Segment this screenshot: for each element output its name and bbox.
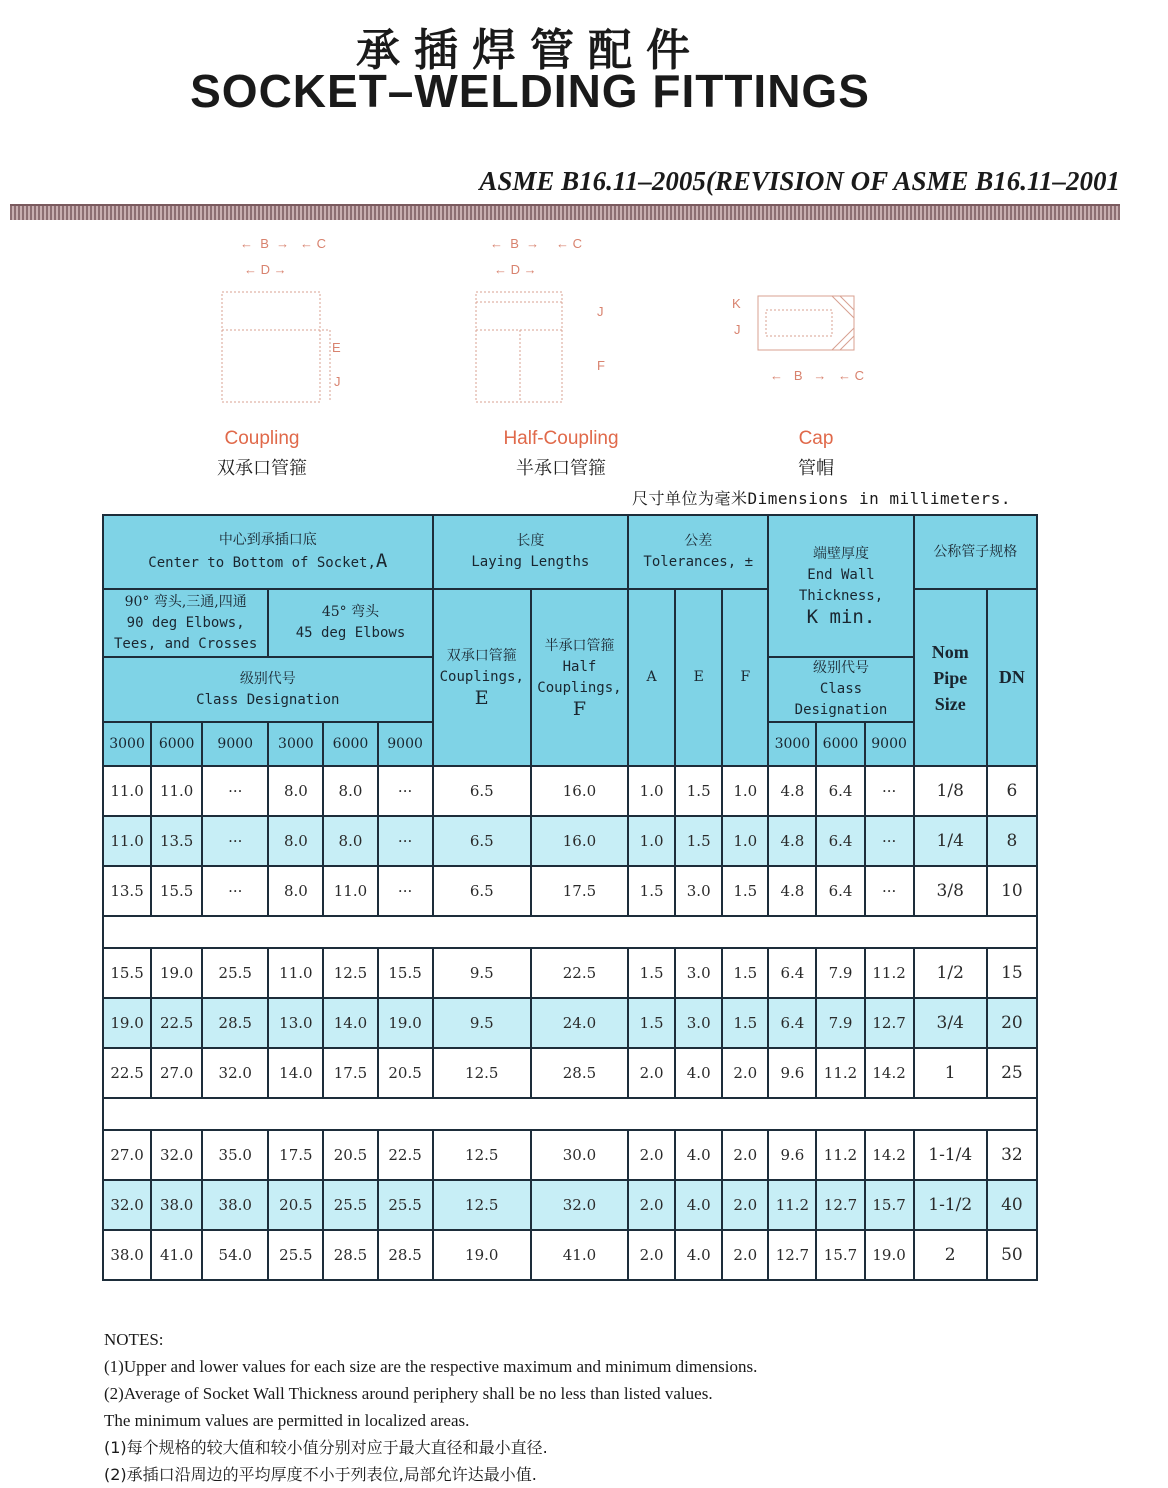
- table-cell: 25.5: [323, 1180, 377, 1230]
- header-nom-pipe-size: Nom Pipe Size: [914, 589, 987, 766]
- class-3000: 3000: [103, 722, 151, 766]
- spacer-cell: [103, 916, 1037, 948]
- coupling-dim-d: ← D →: [244, 262, 287, 277]
- table-cell: 3.0: [675, 948, 722, 998]
- coupling-dim-b: ← B →: [240, 236, 290, 251]
- table-cell: 1.5: [628, 866, 675, 916]
- half-coupling-label-cn: 半承口管箍: [516, 458, 606, 479]
- table-cell: 6.4: [768, 948, 816, 998]
- dimension-table: [102, 514, 1038, 1281]
- table-cell: 11.0: [323, 866, 377, 916]
- half-coupling-diagram: [470, 230, 630, 410]
- table-cell: 20.5: [378, 1048, 433, 1098]
- table-spacer-row: [103, 916, 1037, 948]
- table-cell: 8: [987, 816, 1037, 866]
- table-cell: 11.0: [103, 816, 151, 866]
- notes-heading: NOTES:: [104, 1330, 164, 1349]
- table-cell: 32.0: [151, 1130, 202, 1180]
- table-row: [103, 1180, 1037, 1230]
- header-dn: DN: [987, 589, 1037, 766]
- table-cell: 9.6: [768, 1130, 816, 1180]
- table-cell: 13.5: [151, 816, 202, 866]
- header-half-couplings-f: 半承口管箍 Half Couplings, F: [531, 589, 628, 766]
- class-6000: 6000: [151, 722, 202, 766]
- table-cell: 38.0: [151, 1180, 202, 1230]
- table-cell: 27.0: [103, 1130, 151, 1180]
- table-cell: 1.0: [628, 816, 675, 866]
- table-cell: ···: [865, 766, 914, 816]
- header-laying-lengths: 长度 Laying Lengths: [433, 515, 628, 589]
- spacer-cell: [103, 1098, 1037, 1130]
- table-cell: 16.0: [531, 766, 628, 816]
- table-cell: 32.0: [202, 1048, 268, 1098]
- table-cell: 27.0: [151, 1048, 202, 1098]
- coupling-dim-j: J: [334, 374, 341, 389]
- table-cell: 38.0: [202, 1180, 268, 1230]
- table-row: [103, 1048, 1037, 1098]
- table-cell: 15.7: [816, 1230, 864, 1280]
- table-cell: 9.6: [768, 1048, 816, 1098]
- table-cell: 11.0: [151, 766, 202, 816]
- table-cell: 2.0: [628, 1130, 675, 1180]
- class-9000: 9000: [865, 722, 914, 766]
- table-cell: 4.8: [768, 816, 816, 866]
- table-cell: 3/4: [914, 998, 987, 1048]
- note-line: The minimum values are permitted in localized areas.: [104, 1411, 470, 1430]
- table-cell: 7.9: [816, 998, 864, 1048]
- header-tol-e: E: [675, 589, 722, 766]
- table-cell: 2.0: [722, 1230, 768, 1280]
- table-cell: 1.5: [675, 766, 722, 816]
- table-cell: 3.0: [675, 998, 722, 1048]
- table-cell: 1-1/2: [914, 1180, 987, 1230]
- table-row: [103, 766, 1037, 816]
- table-cell: 3.0: [675, 866, 722, 916]
- table-cell: 11.2: [865, 948, 914, 998]
- table-cell: 13.0: [268, 998, 323, 1048]
- table-cell: 14.0: [323, 998, 377, 1048]
- table-cell: 28.5: [378, 1230, 433, 1280]
- table-cell: 6.5: [433, 816, 531, 866]
- table-cell: ···: [865, 816, 914, 866]
- table-cell: 20.5: [268, 1180, 323, 1230]
- table-cell: 24.0: [531, 998, 628, 1048]
- table-cell: 2.0: [628, 1230, 675, 1280]
- half-coupling-dim-b: ← B →: [490, 236, 540, 251]
- table-cell: 15: [987, 948, 1037, 998]
- table-cell: ···: [378, 766, 433, 816]
- table-cell: 2.0: [722, 1130, 768, 1180]
- table-cell: 2.0: [722, 1180, 768, 1230]
- table-cell: 13.5: [103, 866, 151, 916]
- table-cell: 19.0: [378, 998, 433, 1048]
- table-cell: 15.7: [865, 1180, 914, 1230]
- table-cell: 14.2: [865, 1048, 914, 1098]
- table-cell: 25.5: [202, 948, 268, 998]
- cap-diagram: [748, 290, 868, 360]
- coupling-dim-e: E: [332, 340, 341, 355]
- coupling-label-en: Coupling: [224, 428, 300, 449]
- cap-dim-c: ← C: [838, 368, 865, 383]
- table-cell: ···: [202, 866, 268, 916]
- table-cell: 11.2: [768, 1180, 816, 1230]
- table-spacer-row: [103, 1098, 1037, 1130]
- table-cell: 40: [987, 1180, 1037, 1230]
- table-cell: ···: [378, 866, 433, 916]
- header-center-to-socket: 中心到承插口底 Center to Bottom of Socket,A: [103, 515, 433, 589]
- table-cell: 32.0: [103, 1180, 151, 1230]
- table-cell: 12.5: [433, 1130, 531, 1180]
- table-cell: 11.2: [816, 1130, 864, 1180]
- table-row: [103, 816, 1037, 866]
- standard-reference: ASME B16.11–2005(REVISION OF ASME B16.11–2001: [479, 166, 1120, 196]
- table-cell: 6.4: [816, 866, 864, 916]
- table-cell: 12.7: [768, 1230, 816, 1280]
- table-cell: 28.5: [323, 1230, 377, 1280]
- coupling-dim-c: ← C: [300, 236, 327, 251]
- table-row: [103, 998, 1037, 1048]
- table-cell: 2.0: [722, 1048, 768, 1098]
- table-cell: 2.0: [628, 1048, 675, 1098]
- header-class-designation: 级别代号 Class Designation: [103, 657, 433, 722]
- table-cell: 8.0: [268, 866, 323, 916]
- table-cell: 6.4: [816, 766, 864, 816]
- table-cell: 20: [987, 998, 1037, 1048]
- table-cell: 4.0: [675, 1180, 722, 1230]
- table-cell: 3/8: [914, 866, 987, 916]
- table-cell: 8.0: [268, 816, 323, 866]
- table-cell: 1.5: [722, 948, 768, 998]
- table-cell: ···: [202, 816, 268, 866]
- table-cell: 1-1/4: [914, 1130, 987, 1180]
- table-cell: 4.8: [768, 766, 816, 816]
- table-cell: 4.0: [675, 1130, 722, 1180]
- table-row: [103, 866, 1037, 916]
- table-row: [103, 1230, 1037, 1280]
- table-cell: 17.5: [268, 1130, 323, 1180]
- table-cell: 54.0: [202, 1230, 268, 1280]
- table-cell: 17.5: [531, 866, 628, 916]
- table-cell: 20.5: [323, 1130, 377, 1180]
- note-line: (2)承插口沿周边的平均厚度不小于列表位,局部允许达最小值.: [104, 1465, 537, 1484]
- table-cell: 19.0: [433, 1230, 531, 1280]
- table-cell: 12.5: [433, 1048, 531, 1098]
- table-cell: 2: [914, 1230, 987, 1280]
- table-cell: 1.5: [722, 998, 768, 1048]
- table-cell: 25: [987, 1048, 1037, 1098]
- table-cell: 1.5: [628, 998, 675, 1048]
- table-cell: 30.0: [531, 1130, 628, 1180]
- cap-dim-k: K: [732, 296, 741, 311]
- header-end-wall: 端壁厚度 End Wall Thickness, K min.: [768, 515, 913, 657]
- table-row: [103, 1130, 1037, 1180]
- class-3000: 3000: [268, 722, 323, 766]
- half-coupling-dim-d: ← D →: [494, 262, 537, 277]
- table-cell: 22.5: [151, 998, 202, 1048]
- table-cell: 41.0: [531, 1230, 628, 1280]
- table-cell: 12.7: [865, 998, 914, 1048]
- units-note: 尺寸单位为毫米Dimensions in millimeters.: [632, 489, 1011, 508]
- table-cell: 1.5: [628, 948, 675, 998]
- note-line: (2)Average of Socket Wall Thickness around periphery shall be no less than listed values.: [104, 1384, 713, 1403]
- class-3000: 3000: [768, 722, 816, 766]
- note-line: (1)每个规格的较大值和较小值分别对应于最大直径和最小直径.: [104, 1438, 548, 1457]
- coupling-label-cn: 双承口管箍: [217, 458, 307, 479]
- cap-dim-j: J: [734, 322, 741, 337]
- half-coupling-dim-f: F: [597, 358, 605, 373]
- table-cell: 1/8: [914, 766, 987, 816]
- table-cell: 1.5: [675, 816, 722, 866]
- table-cell: 11.0: [268, 948, 323, 998]
- half-coupling-dim-c: ← C: [556, 236, 583, 251]
- decorative-divider: [10, 204, 1120, 220]
- table-cell: 1/2: [914, 948, 987, 998]
- table-cell: 9.5: [433, 998, 531, 1048]
- table-cell: 6.5: [433, 766, 531, 816]
- header-couplings-e: 双承口管箍 Couplings, E: [433, 589, 531, 766]
- cap-label-cn: 管帽: [798, 458, 834, 479]
- table-cell: 14.2: [865, 1130, 914, 1180]
- class-6000: 6000: [323, 722, 377, 766]
- table-cell: 4.8: [768, 866, 816, 916]
- table-cell: ···: [202, 766, 268, 816]
- table-cell: 14.0: [268, 1048, 323, 1098]
- header-wall-class-designation: 级别代号 Class Designation: [768, 657, 913, 722]
- table-cell: 4.0: [675, 1230, 722, 1280]
- table-cell: 6: [987, 766, 1037, 816]
- table-cell: 1.0: [722, 766, 768, 816]
- class-6000: 6000: [816, 722, 864, 766]
- table-cell: 1.0: [628, 766, 675, 816]
- table-cell: 6.4: [768, 998, 816, 1048]
- table-cell: 7.9: [816, 948, 864, 998]
- table-cell: 12.5: [433, 1180, 531, 1230]
- table-cell: 8.0: [323, 766, 377, 816]
- class-9000: 9000: [378, 722, 433, 766]
- table-cell: 32.0: [531, 1180, 628, 1230]
- table-cell: 28.5: [202, 998, 268, 1048]
- table-cell: 2.0: [628, 1180, 675, 1230]
- table-cell: 41.0: [151, 1230, 202, 1280]
- header-nominal-size: 公称管子规格: [914, 515, 1037, 589]
- table-cell: 12.7: [816, 1180, 864, 1230]
- header-45-elbows: 45° 弯头 45 deg Elbows: [268, 589, 432, 657]
- cap-dim-b: ← B →: [770, 368, 827, 383]
- table-cell: 9.5: [433, 948, 531, 998]
- table-cell: 32: [987, 1130, 1037, 1180]
- header-tol-f: F: [722, 589, 768, 766]
- cap-label-en: Cap: [798, 428, 834, 449]
- table-row: [103, 948, 1037, 998]
- table-cell: 15.5: [151, 866, 202, 916]
- table-cell: 35.0: [202, 1130, 268, 1180]
- table-cell: 10: [987, 866, 1037, 916]
- table-cell: 19.0: [151, 948, 202, 998]
- table-cell: 4.0: [675, 1048, 722, 1098]
- table-cell: 22.5: [378, 1130, 433, 1180]
- table-cell: 8.0: [323, 816, 377, 866]
- notes: [104, 1326, 757, 1488]
- table-cell: 11.0: [103, 766, 151, 816]
- table-cell: 28.5: [531, 1048, 628, 1098]
- header-90-elbows: 90° 弯头,三通,四通 90 deg Elbows, Tees, and Crosses: [103, 589, 268, 657]
- header-tol-a: A: [628, 589, 675, 766]
- table-cell: 50: [987, 1230, 1037, 1280]
- table-cell: ···: [378, 816, 433, 866]
- page-title-cn: 承插焊管配件: [356, 25, 704, 76]
- table-cell: ···: [865, 866, 914, 916]
- dimension-table-body: [103, 766, 1037, 1280]
- table-cell: 17.5: [323, 1048, 377, 1098]
- table-cell: 16.0: [531, 816, 628, 866]
- table-cell: 25.5: [378, 1180, 433, 1230]
- table-cell: 15.5: [378, 948, 433, 998]
- header-tolerances: 公差 Tolerances, ±: [628, 515, 768, 589]
- table-cell: 8.0: [268, 766, 323, 816]
- table-cell: 12.5: [323, 948, 377, 998]
- table-cell: 22.5: [103, 1048, 151, 1098]
- table-cell: 25.5: [268, 1230, 323, 1280]
- table-cell: 22.5: [531, 948, 628, 998]
- table-cell: 6.5: [433, 866, 531, 916]
- table-cell: 15.5: [103, 948, 151, 998]
- table-cell: 1.5: [722, 866, 768, 916]
- table-cell: 19.0: [865, 1230, 914, 1280]
- table-cell: 6.4: [816, 816, 864, 866]
- table-cell: 11.2: [816, 1048, 864, 1098]
- half-coupling-dim-j: J: [597, 304, 604, 319]
- table-cell: 19.0: [103, 998, 151, 1048]
- table-cell: 1/4: [914, 816, 987, 866]
- table-cell: 1: [914, 1048, 987, 1098]
- class-9000: 9000: [202, 722, 268, 766]
- note-line: (1)Upper and lower values for each size are the respective maximum and minimum dimensions.: [104, 1357, 758, 1376]
- page-title-en: SOCKET–WELDING FITTINGS: [190, 65, 870, 117]
- table-cell: 1.0: [722, 816, 768, 866]
- half-coupling-label-en: Half-Coupling: [503, 428, 619, 449]
- table-cell: 38.0: [103, 1230, 151, 1280]
